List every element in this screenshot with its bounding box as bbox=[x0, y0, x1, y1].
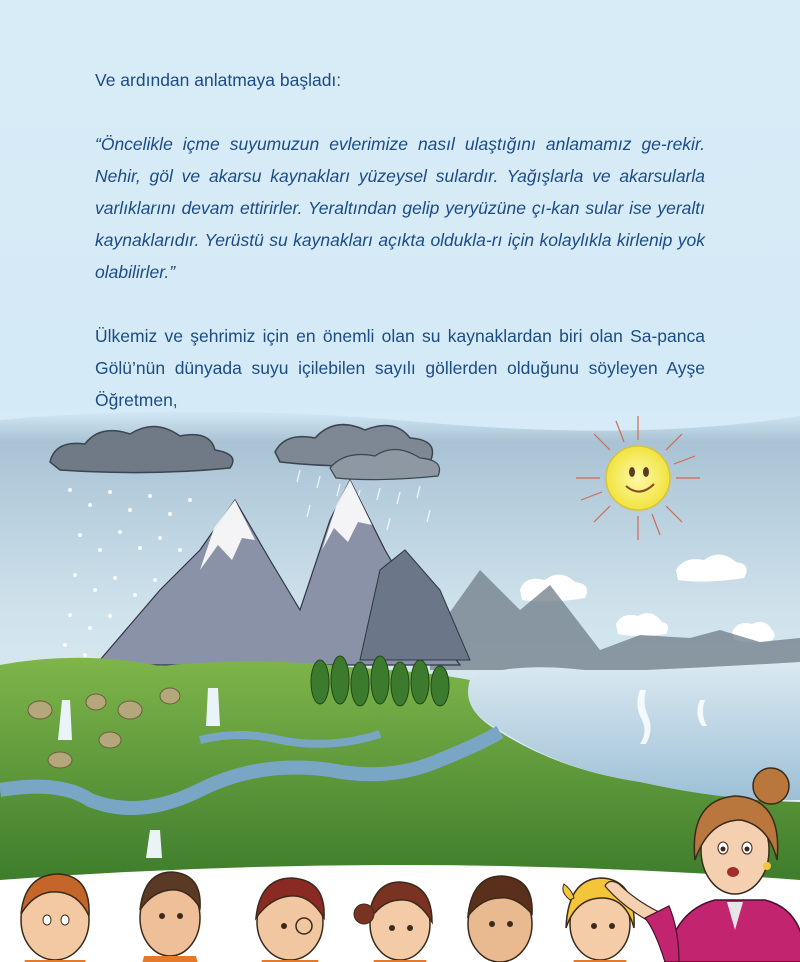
story-text bbox=[95, 64, 705, 416]
teacher-quote: “Öncelikle içme suyumuzun evlerimize nasıl ulaştığını anlamamız ge-rekir. Nehir, göl ve akarsu kaynakları yüzeysel sulardır. Yağışlarla ve akarsularla varlıklarını devam ettirirler. Yeraltından gelip yeryüzüne çı-kan sular ise yeraltı kaynaklarıdır. Yerüstü su kaynakları açıkta oldukla-rı için kolaylıkla kirlenip yok olabilirler.” bbox=[95, 134, 705, 282]
story-paragraph: Ülkemiz ve şehrimiz için en önemli olan su kaynaklardan biri olan Sa-panca Gölü’nün dünyada suyu içilebilen sayılı göllerden olduğunu söyleyen Ayşe Öğretmen, bbox=[95, 326, 705, 410]
intro-line: Ve ardından anlatmaya başladı: bbox=[95, 70, 342, 90]
sun-icon bbox=[576, 416, 700, 540]
water-cycle-illustration bbox=[0, 410, 800, 962]
